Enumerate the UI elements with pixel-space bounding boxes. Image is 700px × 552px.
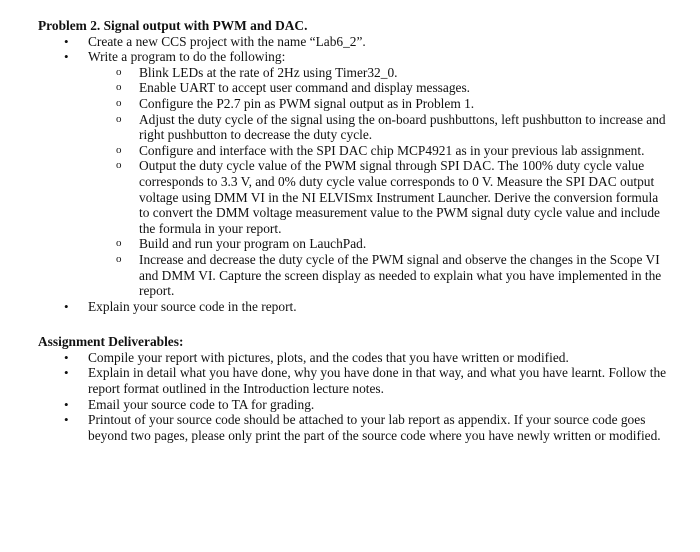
problem-title: Problem 2. Signal output with PWM and DAC. [38,18,308,33]
list-item-text: Explain in detail what you have done, why you have done in that way, and what you have learnt. Follow the report format outlined in the Introduction lecture notes. [88,365,667,397]
sub-list-item [38,143,670,159]
hollow-bullet-icon: o [116,112,122,125]
bullet-icon: • [64,298,69,314]
sub-list-item [38,96,670,112]
sub-list [38,65,670,299]
sub-list-item-text: Increase and decrease the duty cycle of the PWM signal and observe the changes in the Scope VI and DMM VI. Capture the screen display as needed to explain what you have implemented in the report. [139,251,662,299]
list-item [38,34,670,50]
sub-list-item [38,80,670,96]
bullet-icon: • [64,349,69,365]
sub-list-item [38,236,670,252]
list-item-text: Create a new CCS project with the name “Lab6_2”. [88,33,366,49]
sub-list-item-text: Configure and interface with the SPI DAC chip MCP4921 as in your previous lab assignment. [139,142,645,158]
sub-list-item [38,158,670,236]
sub-list-item-text: Adjust the duty cycle of the signal using the on-board pushbuttons, left pushbutton to increase and right pushbutton to decrease the duty cycle. [139,111,666,143]
sub-list-item-text: Configure the P2.7 pin as PWM signal output as in Problem 1. [139,95,475,111]
sub-list-item [38,252,670,299]
hollow-bullet-icon: o [116,237,122,250]
bullet-icon: • [64,365,69,381]
sub-list-item-text: Enable UART to accept user command and display messages. [139,80,471,96]
bullet-icon: • [64,396,69,412]
hollow-bullet-icon: o [116,81,122,94]
list-item-text: Email your source code to TA for grading. [88,396,315,412]
hollow-bullet-icon: o [116,143,122,156]
list-item [38,350,670,366]
hollow-bullet-icon: o [116,159,122,172]
problem-list [38,34,670,315]
deliverables-list [38,350,670,444]
list-item-text: Printout of your source code should be attached to your lab report as appendix. If your source code goes beyond two pages, please only print the part of the source code where you have newly written or modified. [88,412,661,443]
hollow-bullet-icon: o [116,96,122,109]
sub-list-item-text: Output the duty cycle value of the PWM signal through SPI DAC. The 100% duty cycle value corresponds to 3.3 V, and 0% duty cycle value corresponds to 0 V. Measure the SPI DAC output voltage using DMM VI in the NI ELVISmx Instrument Launcher. Derive the conversion formula to convert the DMM voltage measurement value to the PWM signal duty cycle value and include the formula in your report. [139,158,660,236]
list-item-text: Write a program to do the following: [88,49,286,65]
hollow-bullet-icon: o [116,252,122,265]
bullet-icon: • [64,49,69,65]
bullet-icon: • [64,33,69,49]
sub-list-item-text: Blink LEDs at the rate of 2Hz using Timer32_0. [139,64,398,80]
bullet-icon: • [64,412,69,428]
list-item [38,365,670,396]
sub-list-item [38,112,670,143]
list-item-text: Explain your source code in the report. [88,298,297,314]
list-item-text: Compile your report with pictures, plots, and the codes that you have written or modified. [88,349,569,365]
deliverables-title: Assignment Deliverables: [38,334,184,350]
list-item [38,397,670,413]
list-item [38,412,670,443]
list-item [38,49,670,299]
list-item [38,299,670,315]
sub-list-item [38,65,670,81]
hollow-bullet-icon: o [116,65,122,78]
sub-list-item-text: Build and run your program on LauchPad. [139,236,367,252]
